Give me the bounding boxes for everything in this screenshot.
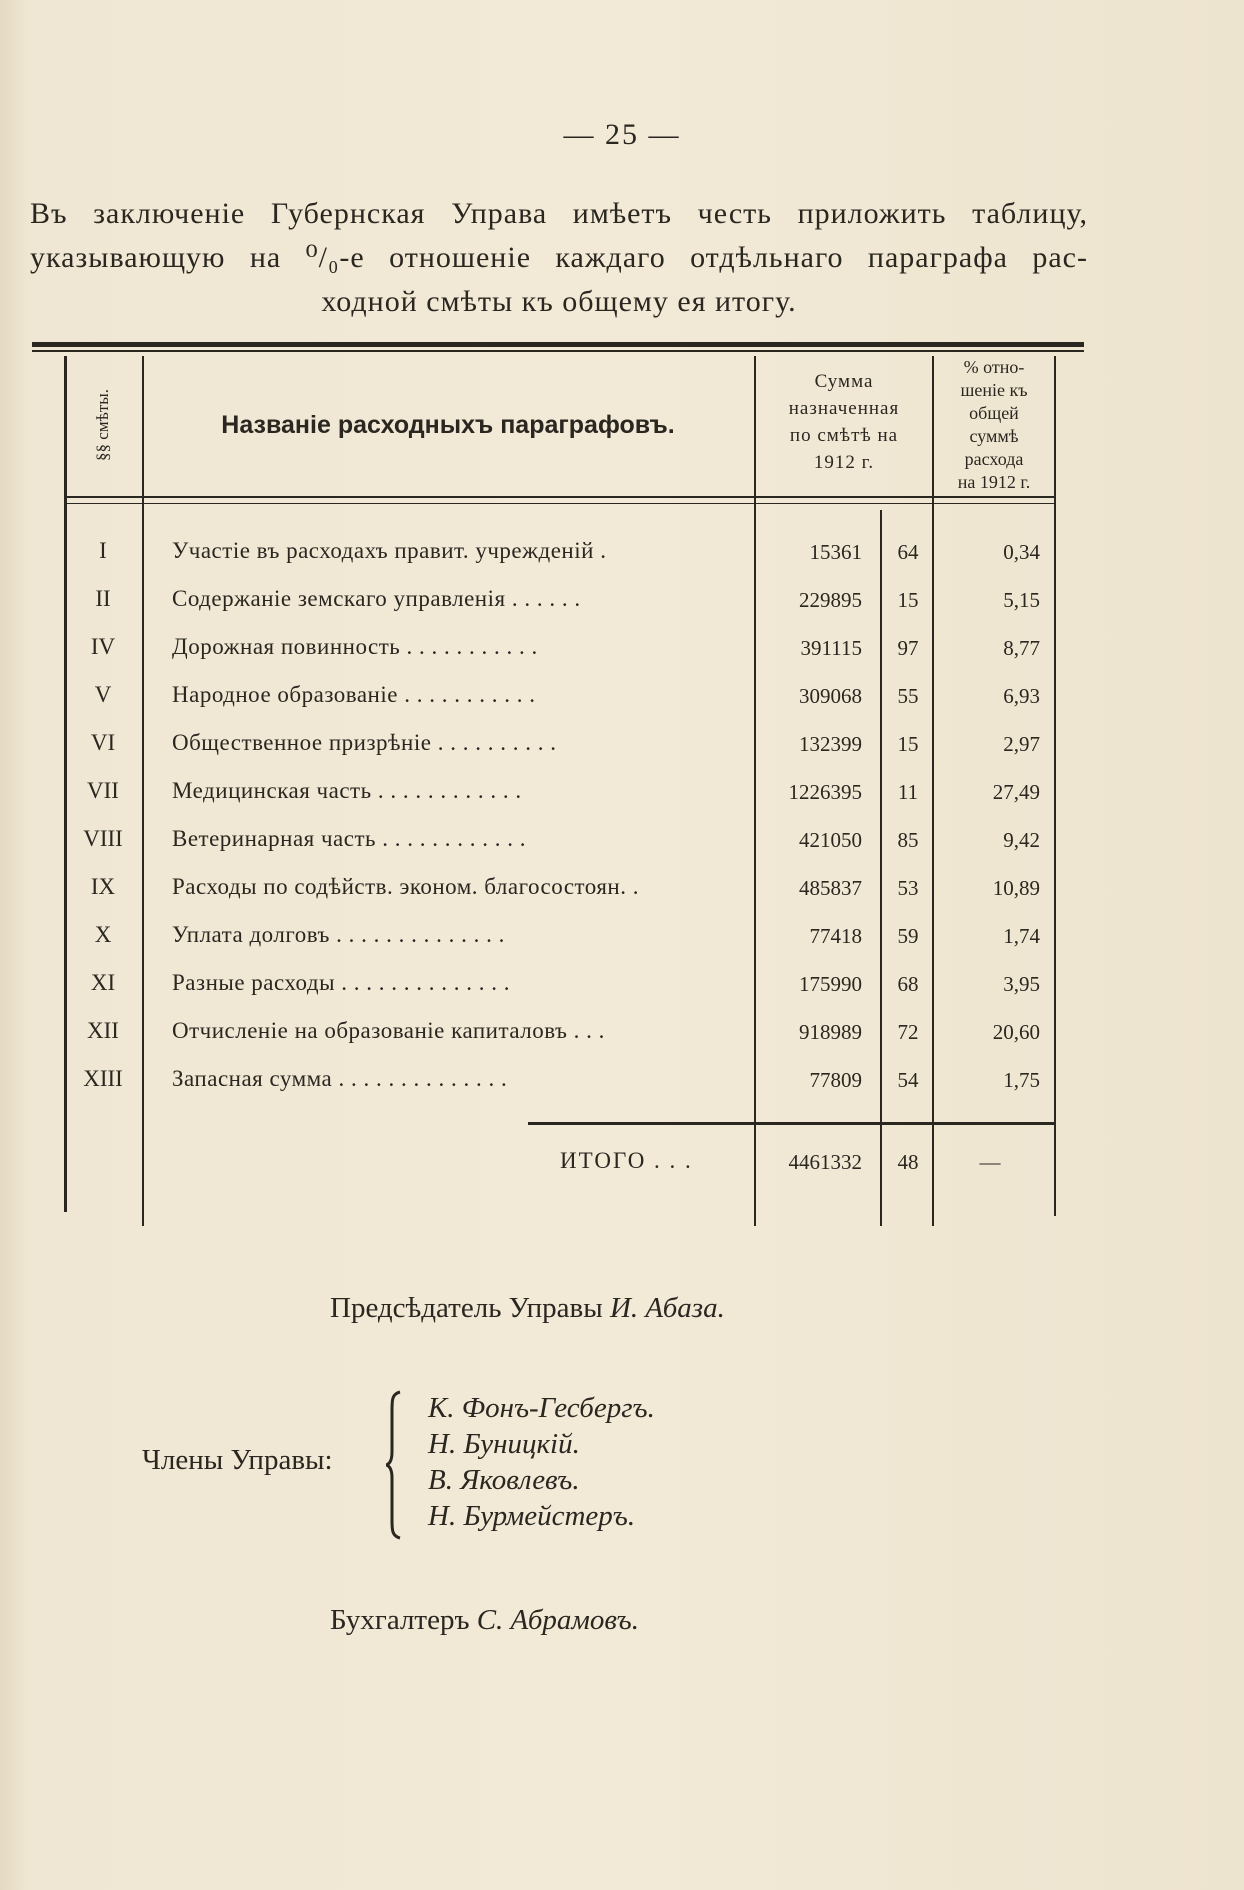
member-name: Н. Бурмейстеръ. — [428, 1500, 636, 1532]
total-rule-pct — [934, 1122, 1054, 1125]
total-label: ИТОГО . . . — [560, 1148, 693, 1173]
intro-line-1: Въ заключеніе Губернская Управа имѣетъ честь приложить таблицу, — [30, 197, 1088, 230]
row-sum-rubles: 77809 — [809, 1068, 862, 1092]
accountant-name: С. Абрамовъ. — [476, 1604, 639, 1636]
row-sum-kopecks: 54 — [897, 1068, 919, 1092]
header-sum-line: 1912 г. — [813, 452, 875, 473]
row-section-number: VI — [90, 730, 116, 755]
row-section-number: VIII — [83, 826, 123, 851]
member-name: Н. Буницкій. — [428, 1428, 580, 1460]
chair-signature — [330, 1292, 725, 1325]
table-row — [0, 818, 1244, 866]
total-rule-label — [528, 1122, 754, 1125]
row-sum-kopecks: 11 — [897, 780, 919, 804]
row-paragraph-name: Разные расходы . . . . . . . . . . . . . . — [172, 970, 511, 995]
header-percent — [934, 356, 1054, 494]
row-percent: 6,93 — [1003, 684, 1040, 708]
row-sum-rubles: 485837 — [799, 876, 862, 900]
table-row — [0, 866, 1244, 914]
row-section-number: IV — [90, 634, 116, 659]
total-rule-sum — [756, 1122, 932, 1125]
table-row — [0, 770, 1244, 818]
row-sum-rubles: 15361 — [809, 540, 862, 564]
row-sum-kopecks: 15 — [897, 588, 919, 612]
table-row — [0, 674, 1244, 722]
accountant-title: Бухгалтеръ — [330, 1604, 470, 1636]
header-percent-line: шеніе къ — [960, 380, 1028, 400]
row-sum-rubles: 229895 — [799, 588, 862, 612]
curly-brace-icon — [386, 1390, 404, 1540]
row-paragraph-name: Дорожная повинность . . . . . . . . . . . — [172, 634, 538, 659]
accountant-signature — [330, 1604, 639, 1637]
intro-line-2: указывающую на ⁰/₀-е отношеніе каждаго отдѣльнаго параграфа рас- — [30, 241, 1088, 274]
header-percent-line: на 1912 г. — [957, 472, 1031, 492]
row-percent: 5,15 — [1003, 588, 1040, 612]
header-paragraph-name: Названіе расходныхъ параграфовъ. — [221, 410, 675, 439]
row-percent: 9,42 — [1003, 828, 1040, 852]
row-sum-kopecks: 15 — [897, 732, 919, 756]
table-row — [0, 1010, 1244, 1058]
header-percent-line: общей — [969, 403, 1019, 423]
table-row — [0, 1058, 1244, 1106]
member-name: В. Яковлевъ. — [428, 1464, 580, 1496]
row-percent: 1,74 — [1003, 924, 1040, 948]
row-section-number: XI — [90, 970, 116, 995]
members-label: Члены Управы: — [142, 1444, 333, 1476]
row-sum-rubles: 391115 — [800, 636, 862, 660]
row-sum-kopecks: 68 — [897, 972, 919, 996]
header-bottom-rule — [64, 496, 1054, 498]
row-section-number: I — [99, 538, 107, 563]
row-section-number: II — [95, 586, 111, 611]
row-percent: 3,95 — [1003, 972, 1040, 996]
row-section-number: V — [94, 682, 112, 707]
row-paragraph-name: Отчисленіе на образованіе капиталовъ . . . — [172, 1018, 605, 1043]
row-section-number: VII — [87, 778, 119, 803]
row-paragraph-name: Медицинская часть . . . . . . . . . . . . — [172, 778, 522, 803]
table-top-rule-thin — [32, 350, 1084, 352]
table-top-rule — [32, 342, 1084, 347]
row-section-number: IX — [90, 874, 116, 899]
row-sum-rubles: 421050 — [799, 828, 862, 852]
chair-name: И. Абаза. — [609, 1292, 725, 1324]
row-sum-rubles: 175990 — [799, 972, 862, 996]
row-percent: 8,77 — [1003, 636, 1040, 660]
row-paragraph-name: Народное образованіе . . . . . . . . . . . — [172, 682, 536, 707]
table-row — [0, 722, 1244, 770]
total-sum-rubles: 4461332 — [788, 1150, 862, 1174]
row-paragraph-name: Ветеринарная часть . . . . . . . . . . . . — [172, 826, 527, 851]
header-section-number — [66, 360, 140, 490]
header-sum — [756, 368, 932, 476]
row-sum-kopecks: 72 — [897, 1020, 919, 1044]
table-row — [0, 626, 1244, 674]
row-section-number: XIII — [83, 1066, 123, 1091]
intro-paragraph — [30, 192, 1088, 324]
row-sum-kopecks: 97 — [897, 636, 919, 660]
row-sum-rubles: 918989 — [799, 1020, 862, 1044]
row-paragraph-name: Общественное призрѣніе . . . . . . . . . . — [172, 730, 557, 755]
header-sum-line: назначенная — [788, 398, 900, 419]
row-sum-kopecks: 85 — [897, 828, 919, 852]
row-paragraph-name: Содержаніе земскаго управленія . . . . . . — [172, 586, 581, 611]
row-section-number: XII — [87, 1018, 119, 1043]
header-section-number-label: §§ смѣты. — [92, 389, 112, 461]
intro-line-3: ходной смѣты къ общему ея итогу. — [321, 285, 797, 318]
row-percent: 1,75 — [1003, 1068, 1040, 1092]
row-section-number: X — [94, 922, 112, 947]
total-sum-kopecks: 48 — [897, 1150, 919, 1174]
total-percent: — — [979, 1150, 1001, 1174]
page-number: — 25 — — [563, 118, 681, 151]
row-sum-kopecks: 53 — [897, 876, 919, 900]
row-paragraph-name: Участіе въ расходахъ правит. учрежденій . — [172, 538, 607, 563]
header-percent-line: суммѣ — [969, 426, 1019, 446]
member-name: К. Фонъ-Гесбергъ. — [428, 1392, 655, 1424]
table-row — [0, 578, 1244, 626]
table-row — [0, 530, 1244, 578]
row-percent: 20,60 — [992, 1020, 1040, 1044]
header-sum-line: по смѣтѣ на — [789, 425, 899, 446]
table-row — [0, 914, 1244, 962]
row-percent: 27,49 — [992, 780, 1040, 804]
table-row — [0, 962, 1244, 1010]
row-percent: 10,89 — [992, 876, 1040, 900]
header-percent-line: % отно- — [963, 357, 1025, 377]
row-paragraph-name: Запасная сумма . . . . . . . . . . . . . . — [172, 1066, 508, 1091]
row-sum-rubles: 77418 — [809, 924, 862, 948]
chair-title: Предсѣдатель Управы — [330, 1292, 603, 1324]
row-sum-rubles: 1226395 — [788, 780, 862, 804]
row-sum-kopecks: 55 — [897, 684, 919, 708]
row-percent: 0,34 — [1003, 540, 1040, 564]
row-sum-kopecks: 59 — [897, 924, 919, 948]
header-percent-line: расхода — [964, 449, 1024, 469]
row-sum-kopecks: 64 — [897, 540, 919, 564]
header-bottom-rule-thin — [64, 503, 1054, 504]
row-paragraph-name: Уплата долговъ . . . . . . . . . . . . . . — [172, 922, 505, 947]
row-sum-rubles: 132399 — [799, 732, 862, 756]
row-percent: 2,97 — [1003, 732, 1040, 756]
row-paragraph-name: Расходы по содѣйств. эконом. благосостоян. . — [172, 874, 639, 899]
row-sum-rubles: 309068 — [799, 684, 862, 708]
header-sum-line: Сумма — [814, 371, 874, 392]
